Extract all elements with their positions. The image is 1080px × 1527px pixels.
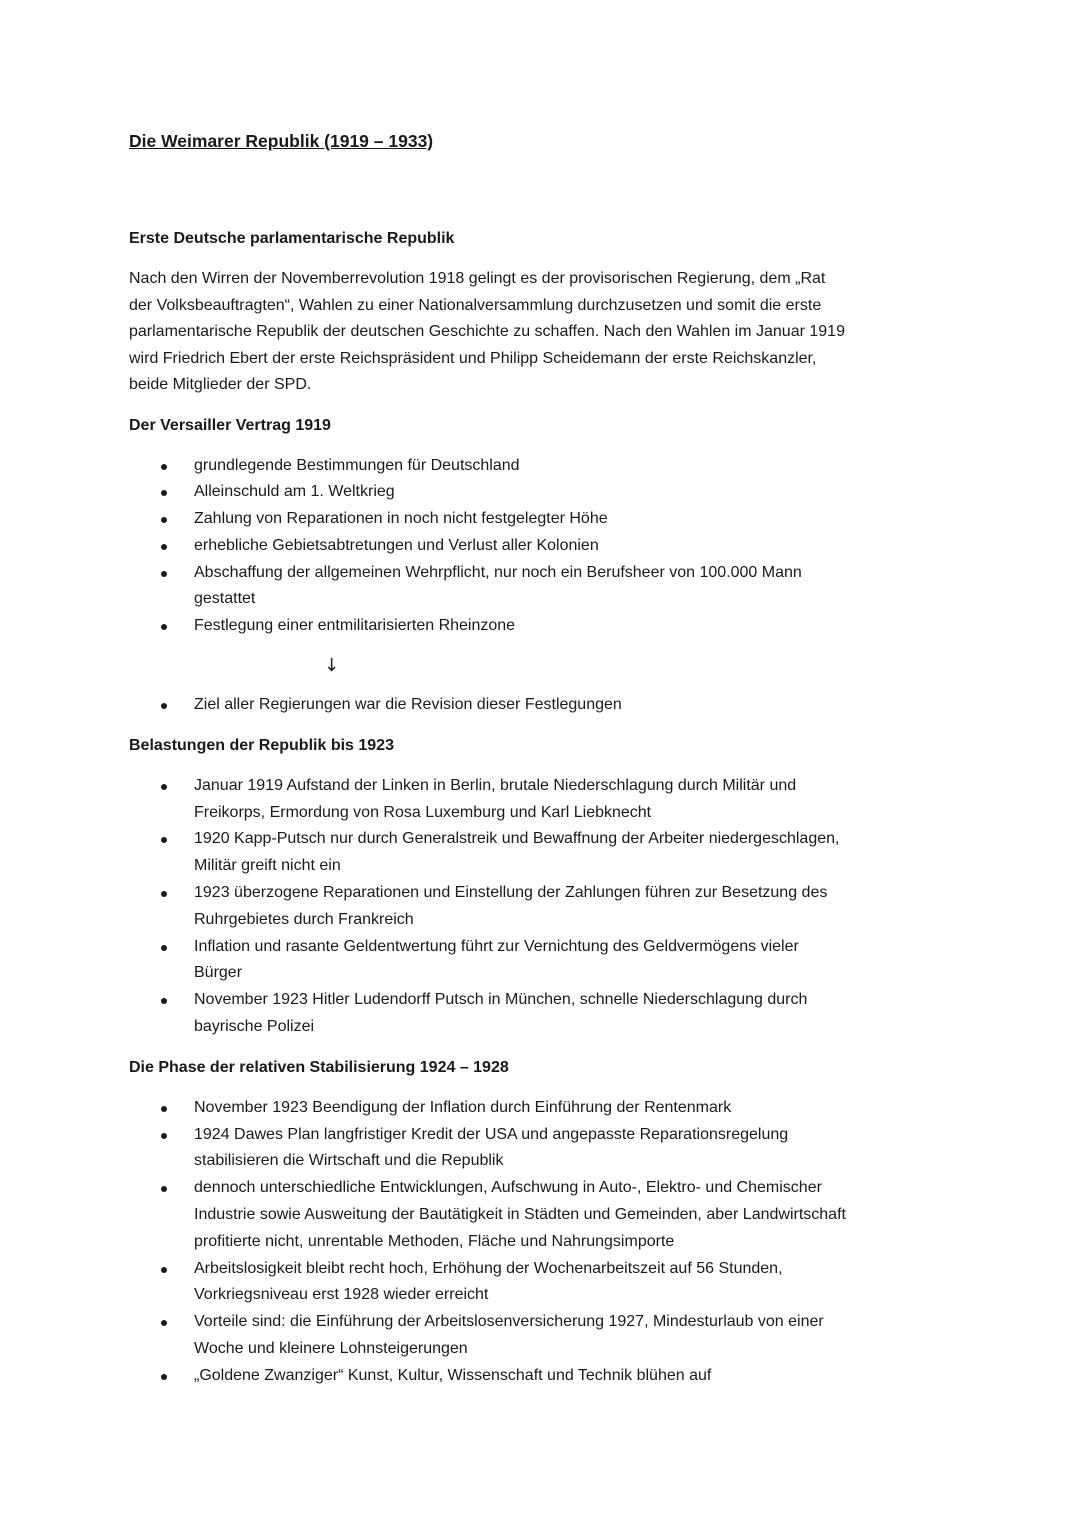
section-heading-belastungen: Belastungen der Republik bis 1923 — [129, 736, 394, 754]
paragraph-line: der Volksbeauftragten“, Wahlen zu einer Nationalversammlung durchzusetzen und somit die erste — [129, 296, 822, 314]
bullet-list-stabilisierung — [129, 1095, 959, 1390]
down-arrow-icon: ↓ — [324, 655, 340, 677]
list-item: Festlegung einer entmilitarisierten Rheinzone — [129, 613, 959, 640]
section-heading-stabilisierung: Die Phase der relativen Stabilisierung 1924 – 1928 — [129, 1058, 509, 1076]
bullet-list-versailles-conclusion — [129, 692, 959, 719]
bullet-list-versailles — [129, 453, 959, 641]
bullet-icon — [161, 464, 167, 470]
list-item: 1920 Kapp-Putsch nur durch Generalstreik und Bewaffnung der Arbeiter niedergeschlagen, Militär greift nicht ein — [129, 826, 959, 880]
list-item: dennoch unterschiedliche Entwicklungen, Aufschwung in Auto-, Elektro- und Chemischer Industrie sowie Ausweitung der Bautätigkeit in Städten und Gemeinden, aber Landwirtschaft profitierte nicht, unrentable Methoden, Fläche und Nahrungsimporte — [129, 1175, 959, 1255]
bullet-icon — [161, 891, 167, 897]
list-item: Ziel aller Regierungen war die Revision dieser Festlegungen — [129, 692, 959, 719]
document-page — [129, 128, 959, 1390]
bullet-icon — [161, 1267, 167, 1273]
paragraph-line: wird Friedrich Ebert der erste Reichspräsident und Philipp Scheidemann der erste Reichskanzler, — [129, 349, 817, 367]
bullet-icon — [161, 998, 167, 1004]
bullet-icon — [161, 624, 167, 630]
bullet-icon — [161, 517, 167, 523]
list-item: Abschaffung der allgemeinen Wehrpflicht, nur noch ein Berufsheer von 100.000 Mann gestattet — [129, 560, 959, 614]
list-item: grundlegende Bestimmungen für Deutschland — [129, 453, 959, 480]
bullet-icon — [161, 1320, 167, 1326]
bullet-icon — [161, 1186, 167, 1192]
paragraph-line: Nach den Wirren der Novemberrevolution 1918 gelingt es der provisorischen Regierung, dem „Rat — [129, 270, 826, 287]
bullet-icon — [161, 1374, 167, 1380]
paragraph-line: parlamentarische Republik der deutschen Geschichte zu schaffen. Nach den Wahlen im Januar 1919 — [129, 323, 845, 340]
bullet-icon — [161, 571, 167, 577]
bullet-icon — [161, 837, 167, 843]
document-title: Die Weimarer Republik (1919 – 1933) — [129, 131, 434, 151]
list-item: November 1923 Beendigung der Inflation durch Einführung der Rentenmark — [129, 1095, 959, 1122]
section-heading-republik: Erste Deutsche parlamentarische Republik — [129, 230, 455, 247]
list-item: „Goldene Zwanziger“ Kunst, Kultur, Wissenschaft und Technik blühen auf — [129, 1363, 959, 1390]
list-item: 1923 überzogene Reparationen und Einstellung der Zahlungen führen zur Besetzung des Ruhrgebietes durch Frankreich — [129, 880, 959, 934]
list-item: Zahlung von Reparationen in noch nicht festgelegter Höhe — [129, 506, 959, 533]
bullet-list-belastungen — [129, 773, 959, 1041]
list-item: Alleinschuld am 1. Weltkrieg — [129, 479, 959, 506]
section-heading-versailles: Der Versailler Vertrag 1919 — [129, 416, 331, 434]
bullet-icon — [161, 490, 167, 496]
bullet-icon — [161, 1133, 167, 1139]
paragraph-republik — [129, 266, 959, 399]
list-item: November 1923 Hitler Ludendorff Putsch in München, schnelle Niederschlagung durch bayrische Polizei — [129, 987, 959, 1041]
bullet-icon — [161, 784, 167, 790]
list-item: Januar 1919 Aufstand der Linken in Berlin, brutale Niederschlagung durch Militär und Freikorps, Ermordung von Rosa Luxemburg und Karl Liebknecht — [129, 773, 959, 827]
list-item: erhebliche Gebietsabtretungen und Verlust aller Kolonien — [129, 533, 959, 560]
bullet-icon — [161, 945, 167, 951]
bullet-icon — [161, 703, 167, 709]
list-item: Inflation und rasante Geldentwertung führt zur Vernichtung des Geldvermögens vieler Bürger — [129, 934, 959, 988]
list-item: Vorteile sind: die Einführung der Arbeitslosenversicherung 1927, Mindesturlaub von einer Woche und kleinere Lohnsteigerungen — [129, 1309, 959, 1363]
bullet-icon — [161, 544, 167, 550]
list-item: 1924 Dawes Plan langfristiger Kredit der USA und angepasste Reparationsregelung stabilisieren die Wirtschaft und die Republik — [129, 1122, 959, 1176]
paragraph-line: beide Mitglieder der SPD. — [129, 376, 312, 393]
spacer — [129, 154, 959, 226]
list-item: Arbeitslosigkeit bleibt recht hoch, Erhöhung der Wochenarbeitszeit auf 56 Stunden, Vorkriegsniveau erst 1928 wieder erreicht — [129, 1256, 959, 1310]
bullet-icon — [161, 1106, 167, 1112]
